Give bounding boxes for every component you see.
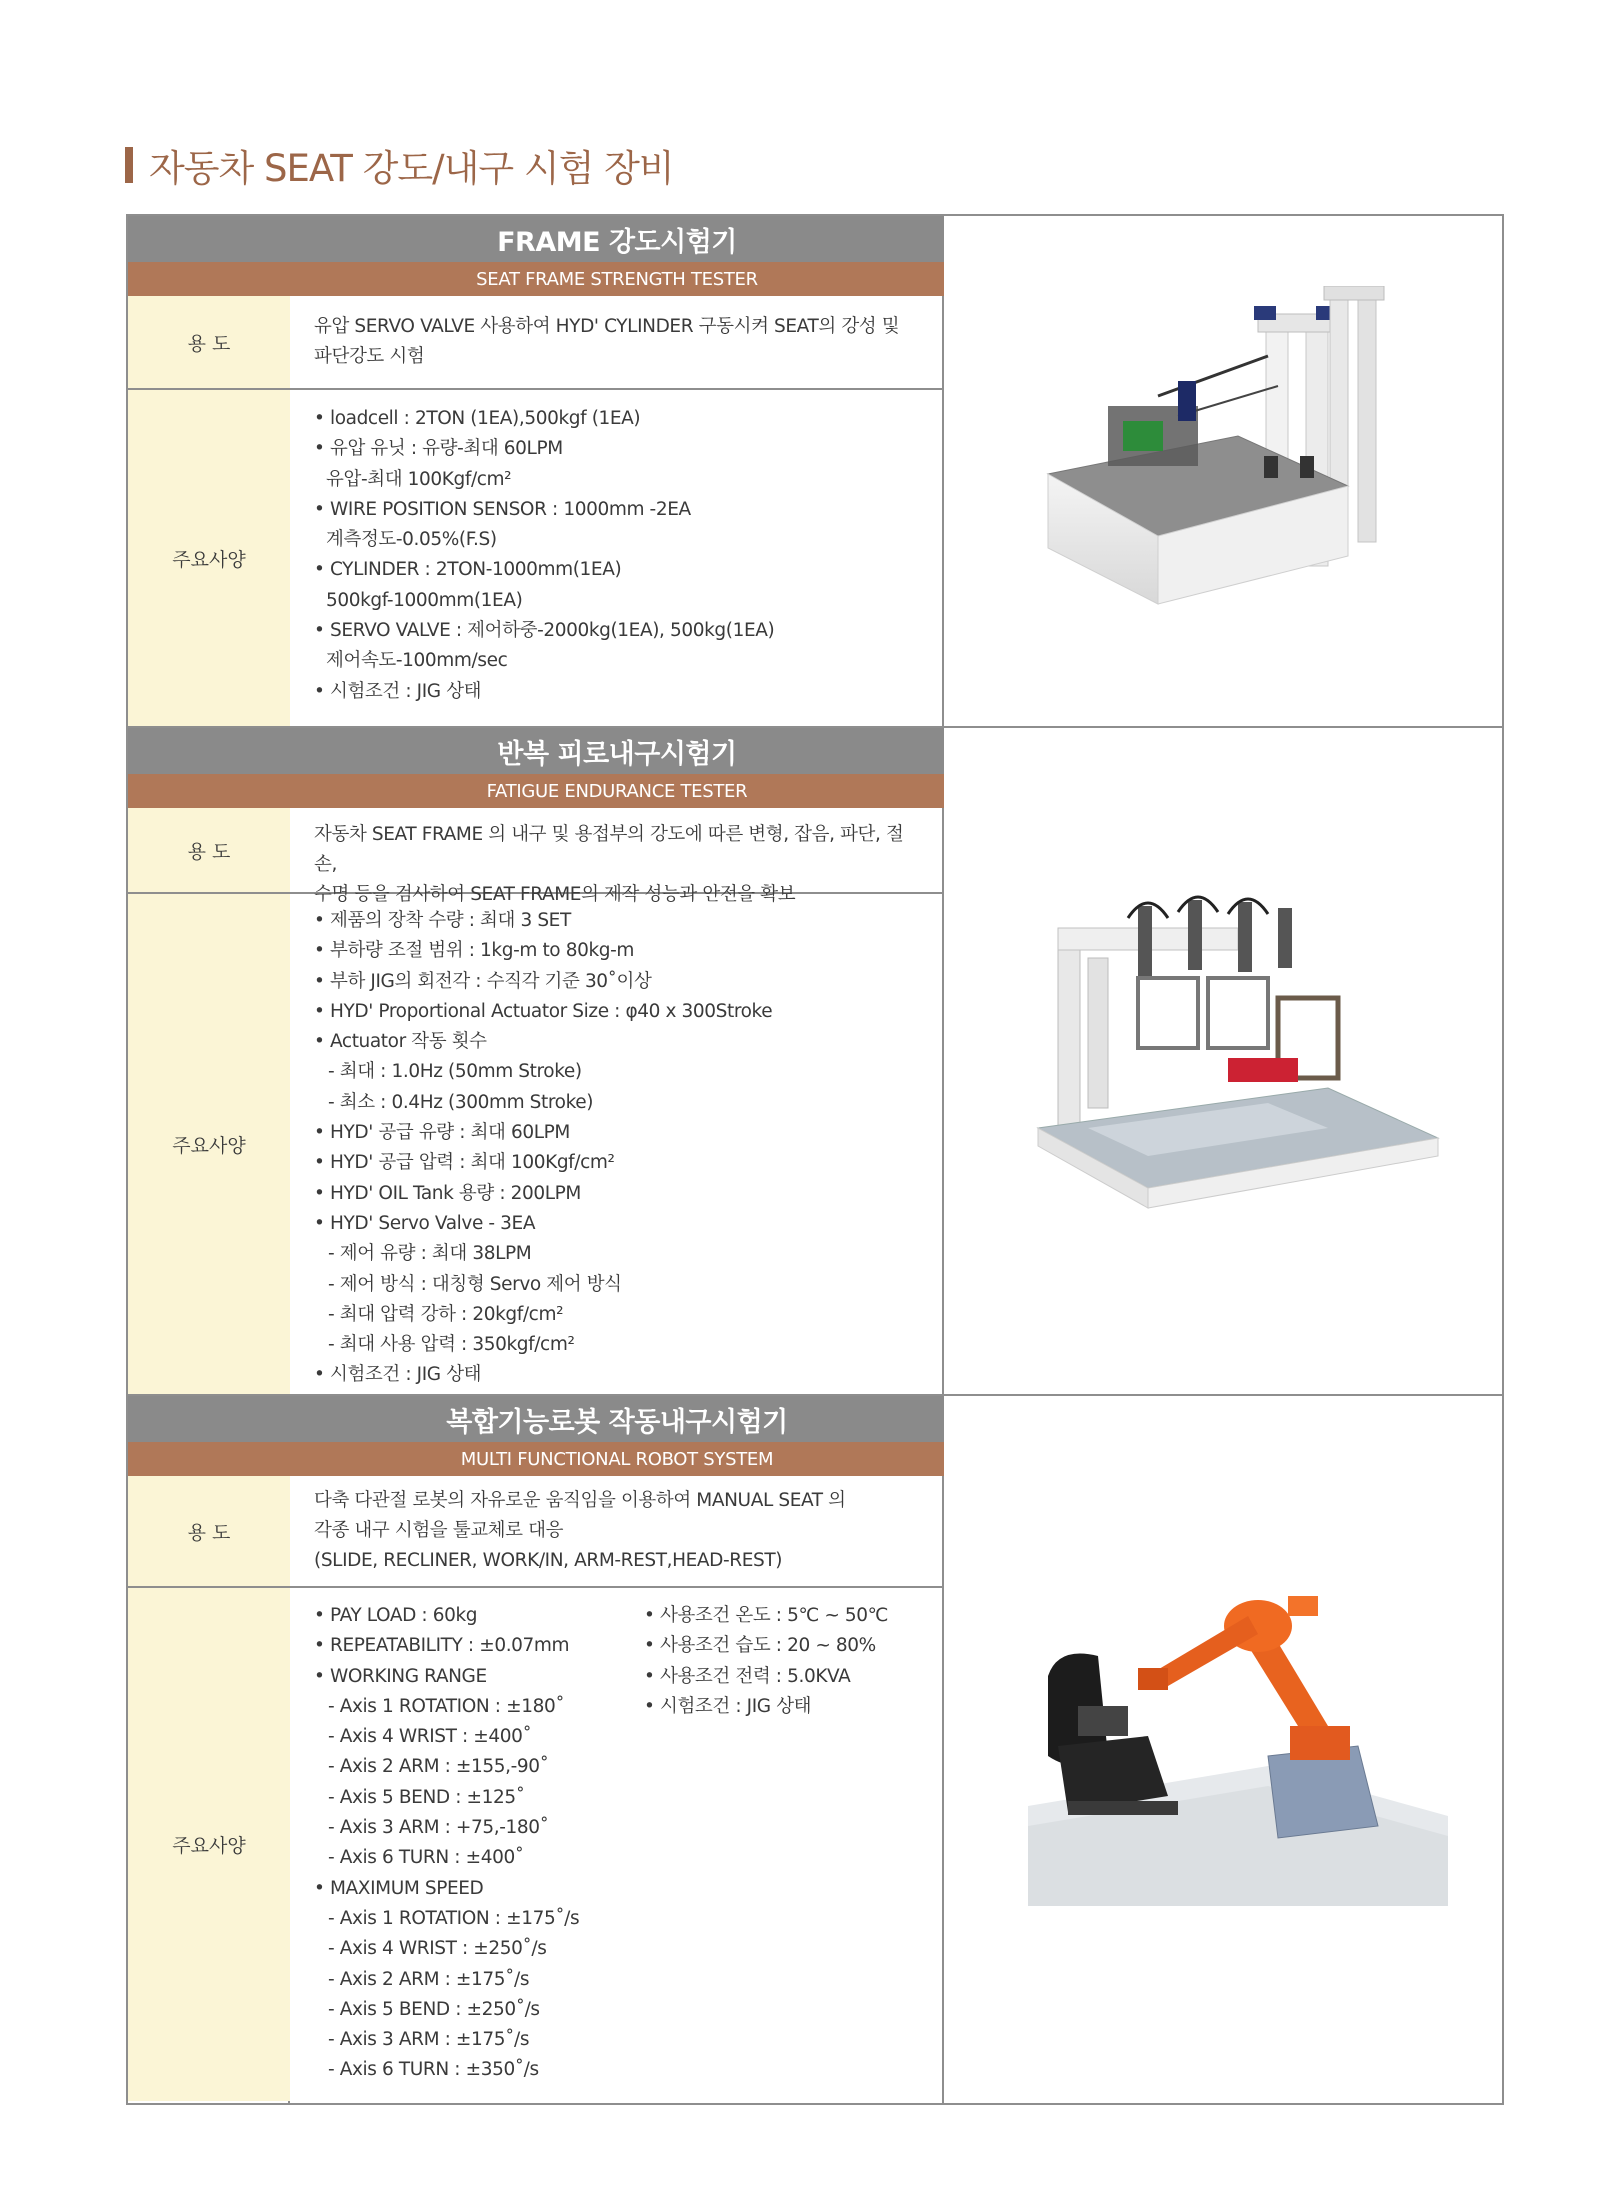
section-fatigue-endurance-tester [128,728,1502,1396]
spec-item: 유압-최대 100Kgf/cm² [326,468,512,490]
section-frame-strength-tester [128,216,1502,728]
specs-list [314,906,772,1391]
section-subtitle: FATIGUE ENDURANCE TESTER [486,780,748,802]
spec-item: • REPEATABILITY : ±0.07mm [314,1635,570,1657]
spec-item: - Axis 5 BEND : ±250˚/s [328,1998,540,2020]
frame-strength-tester-photo [1028,286,1448,666]
purpose-label: 용 도 [128,296,290,388]
spec-item: - 제어 방식 : 대칭형 Servo 제어 방식 [328,1273,622,1295]
spec-item: - 최대 사용 압력 : 350kgf/cm² [328,1334,575,1356]
spec-item: - Axis 5 BEND : ±125˚ [328,1786,525,1808]
spec-item: - 제어 유량 : 최대 38LPM [328,1243,532,1265]
spec-item: • 제품의 장착 수량 : 최대 3 SET [314,910,571,931]
spec-item: • 시험조건 : JIG 상태 [314,1364,482,1386]
purpose-label: 용 도 [128,808,290,892]
spec-item: • HYD' 공급 유량 : 최대 60LPM [314,1122,570,1144]
spec-item: • HYD' Servo Valve - 3EA [314,1212,536,1234]
spec-item: • 시험조건 : JIG 상태 [644,1695,812,1717]
section-title: 복합기능로봇 작동내구시험기 [446,1406,788,1438]
specs-list [314,1601,579,2086]
spec-item: • 사용조건 온도 : 5℃ ~ 50℃ [644,1605,889,1626]
specs-label: 주요사양 [128,1588,290,2101]
section-title: 반복 피로내구시험기 [497,738,737,770]
section-subtitle: SEAT FRAME STRENGTH TESTER [476,268,758,290]
spec-item: • 유압 유닛 : 유량-최대 60LPM [314,438,563,460]
spec-item: - 최대 압력 강하 : 20kgf/cm² [328,1303,564,1325]
spec-item: 계측정도-0.05%(F.S) [326,529,497,551]
purpose-text: 유압 SERVO VALVE 사용하여 HYD' CYLINDER 구동시켜 SEAT의 강성 및 파단강도 시험 [314,316,900,367]
section-title: FRAME 강도시험기 [497,226,737,258]
spec-item: • PAY LOAD : 60kg [314,1605,478,1626]
spec-item: • 부하량 조절 범위 : 1kg-m to 80kg-m [314,940,634,962]
section-multi-functional-robot-system [128,1396,1502,2103]
purpose-text: 자동차 SEAT FRAME 의 내구 및 용접부의 강도에 따른 변형, 잡음, 파단, 절손, 수명 등을 검사하여 SEAT FRAME의 제작 성능과 안전을 확보 [314,824,904,905]
fatigue-endurance-tester-photo [1028,888,1448,1248]
spec-item: • HYD' 공급 압력 : 최대 100Kgf/cm² [314,1152,615,1174]
spec-item: 제어속도-100mm/sec [326,650,508,672]
page-title-text: 자동차 SEAT 강도/내구 시험 장비 [149,147,674,190]
spec-item: - Axis 6 TURN : ±400˚ [328,1847,524,1869]
specs-list-right [644,1601,888,1722]
spec-item: - Axis 1 ROTATION : ±180˚ [328,1695,565,1717]
robot-system-photo [1028,1576,1448,1906]
spec-item: • loadcell : 2TON (1EA),500kgf (1EA) [314,408,641,429]
spec-item: • 부하 JIG의 회전각 : 수직각 기준 30˚이상 [314,970,652,992]
spec-item: • SERVO VALVE : 제어하중-2000kg(1EA), 500kg(1EA) [314,620,775,642]
purpose-label: 용 도 [128,1476,290,1586]
spec-item: • MAXIMUM SPEED [314,1877,484,1899]
spec-item: • WIRE POSITION SENSOR : 1000mm -2EA [314,498,691,520]
spec-item: - 최소 : 0.4Hz (300mm Stroke) [328,1091,594,1113]
spec-item: - Axis 2 ARM : ±155,-90˚ [328,1756,549,1778]
spec-item: • CYLINDER : 2TON-1000mm(1EA) [314,559,622,581]
spec-item: - Axis 4 WRIST : ±400˚ [328,1726,532,1748]
spec-item: • 사용조건 전력 : 5.0KVA [644,1665,851,1687]
specs-list [314,404,774,707]
title-accent-bar [125,147,133,183]
spec-item: • Actuator 작동 횟수 [314,1031,487,1053]
spec-item: • 사용조건 습도 : 20 ~ 80% [644,1635,876,1657]
spec-item: - Axis 2 ARM : ±175˚/s [328,1968,530,1990]
purpose-text: 다축 다관절 로봇의 자유로운 움직임을 이용하여 MANUAL SEAT 의 각종 내구 시험을 툴교체로 대응 (SLIDE, RECLINER, WORK/IN, ARM-REST,HEAD-REST) [314,1490,846,1571]
spec-item: - Axis 3 ARM : +75,-180˚ [328,1817,549,1839]
spec-item: • WORKING RANGE [314,1665,487,1687]
spec-item: - Axis 4 WRIST : ±250˚/s [328,1938,547,1960]
spec-item: 500kgf-1000mm(1EA) [326,589,523,611]
spec-item: - Axis 3 ARM : ±175˚/s [328,2029,530,2051]
spec-item: • HYD' OIL Tank 용량 : 200LPM [314,1182,581,1204]
spec-item: - Axis 1 ROTATION : ±175˚/s [328,1907,580,1929]
specs-label: 주요사양 [128,894,290,1394]
spec-item: • 시험조건 : JIG 상태 [314,680,482,702]
specs-label: 주요사양 [128,390,290,726]
section-subtitle: MULTI FUNCTIONAL ROBOT SYSTEM [460,1448,774,1470]
page-title [125,140,674,190]
spec-item: • HYD' Proportional Actuator Size : φ40 x 300Stroke [314,1000,773,1022]
spec-item: - 최대 : 1.0Hz (50mm Stroke) [328,1061,582,1083]
equipment-table [126,214,1504,2105]
spec-item: - Axis 6 TURN : ±350˚/s [328,2059,539,2081]
